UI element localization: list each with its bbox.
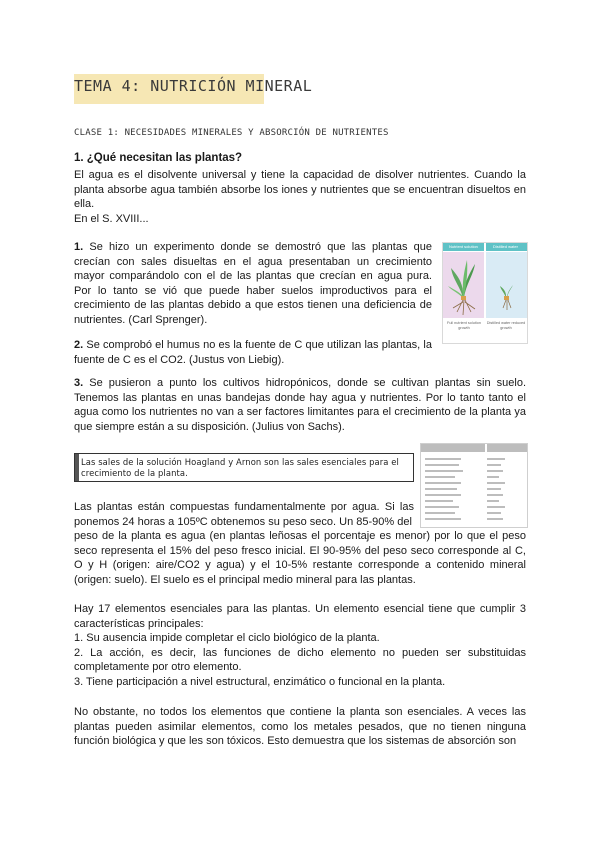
table-row (487, 482, 505, 484)
hydroponics-figure (442, 242, 528, 344)
figure-left-header: Nutrient solution (443, 243, 484, 251)
figure-right-panel (486, 252, 527, 318)
section-question: 1. ¿Qué necesitan las plantas? (74, 152, 243, 164)
page-title: TEMA 4: NUTRICIÓN MINERAL (74, 77, 313, 95)
table-row (487, 464, 501, 466)
water-paragraph-b: peso de la planta es agua (en plantas leñosas el porcentaje es menor) por lo que el peso seco representa el 15% del peso fresco inicial. El 90-95% del peso seco corresponde al C, O y H (origen: aire/CO2 y agua) y el 10-5% restante corresponde a contenido mineral (origen: suelo). El suelo es el principal medio mineral para las plantas. (74, 530, 526, 586)
point-2-number: 2. (74, 339, 84, 351)
intro-text-2: En el S. XVIII... (74, 212, 149, 225)
criterion-2: 2. La acción, es decir, las funciones de dicho elemento no pueden ser substituidas completamente por otro elemento. (74, 646, 526, 674)
essential-intro: Hay 17 elementos esenciales para las plantas. Un elemento esencial tiene que cumplir 3 características principales: (74, 603, 526, 630)
table-row (425, 494, 461, 496)
table-row (425, 476, 455, 478)
large-plant-icon (443, 252, 484, 318)
title-highlight (74, 74, 313, 104)
point-3-text: Se pusieron a punto los cultivos hidropónicos, donde se cultivan plantas sin suelo. Tenemos las plantas en unas bandejas donde hay agua y nutrientes. Por lo tanto tanto el agua como los nutrientes no van a ser factores limitantes para el crecimiento de la planta ya que siempre están a su disposición. (Julius von Sachs). (74, 377, 526, 433)
table-header-right (487, 444, 527, 452)
table-row (425, 470, 463, 472)
table-row (425, 518, 461, 520)
criterion-3: 3. Tiene participación a nivel estructural, enzimático o funcional en la planta. (74, 675, 446, 688)
callout-accent-bar (75, 454, 79, 481)
point-1-text: Se hizo un experimento donde se demostró que las plantas que crecían con sales disueltas en el agua presentaban un crecimiento mayor comparándolo con el de las plantas que crecían en agua pura. Por lo tanto se vió que puede haber suelos improductivos para el crecimiento de las plantas debido a que estos tienen una deficiencia de nutrientes. (Carl Sprenger). (74, 241, 433, 326)
point-1-number: 1. (74, 241, 84, 253)
table-row (425, 482, 461, 484)
table-row (487, 476, 499, 478)
figure-left-caption: Full nutrient solution growth (447, 321, 481, 330)
intro-text: El agua es el disolvente universal y tiene la capacidad de disolver nutrientes. Cuando la planta absorbe agua también absorbe los iones y nutrientes que se encuentran disueltos en ella. (74, 169, 526, 211)
table-row (425, 464, 459, 466)
table-row (487, 500, 499, 502)
callout-text: Las sales de la solución Hoagland y Arnon son las sales esenciales para el crecimiento de la planta. (81, 457, 399, 478)
water-paragraph-a: Las plantas están compuestas fundamentalmente por agua. Si las ponemos 24 horas a 105ºC obtenemos su peso seco. Un 85-90% del (74, 501, 414, 528)
hoagland-table-figure (420, 443, 528, 528)
table-row (425, 512, 455, 514)
point-1 (74, 240, 432, 328)
table-row (425, 458, 461, 460)
table-row (425, 488, 457, 490)
criterion-1: 1. Su ausencia impide completar el ciclo biológico de la planta. (74, 632, 380, 645)
table-row (487, 512, 501, 514)
table-row (487, 488, 501, 490)
small-plant-icon (486, 252, 527, 318)
table-row (425, 506, 459, 508)
point-2 (74, 338, 432, 367)
figure-right-header: Distilled water (486, 243, 527, 251)
table-row (487, 458, 505, 460)
point-3-number: 3. (74, 377, 84, 389)
table-row (487, 518, 503, 520)
table-row (487, 494, 503, 496)
essential-elements-paragraph (74, 602, 526, 690)
figure-left-panel (443, 252, 484, 318)
final-paragraph: No obstante, no todos los elementos que contiene la planta son esenciales. A veces las plantas pueden asimilar elementos, como los metales pesados, que no tienen ninguna función biológica y que les son tóxicos. Esto demuestra que los sistemas de absorción son (74, 706, 526, 748)
table-row (487, 470, 503, 472)
point-2-text: Se comprobó el humus no es la fuente de C que utilizan las plantas, la fuente de C es el CO2. (Justus von Liebig). (74, 339, 432, 366)
intro-paragraph (74, 168, 526, 226)
point-3 (74, 376, 526, 434)
figure-right-caption: Distilled water reduced growth (486, 321, 526, 330)
callout-box (74, 453, 414, 482)
table-row (425, 500, 453, 502)
table-row (487, 506, 505, 508)
lesson-subtitle: CLASE 1: NECESIDADES MINERALES Y ABSORCIÓN DE NUTRIENTES (74, 128, 389, 138)
table-header-left (421, 444, 485, 452)
